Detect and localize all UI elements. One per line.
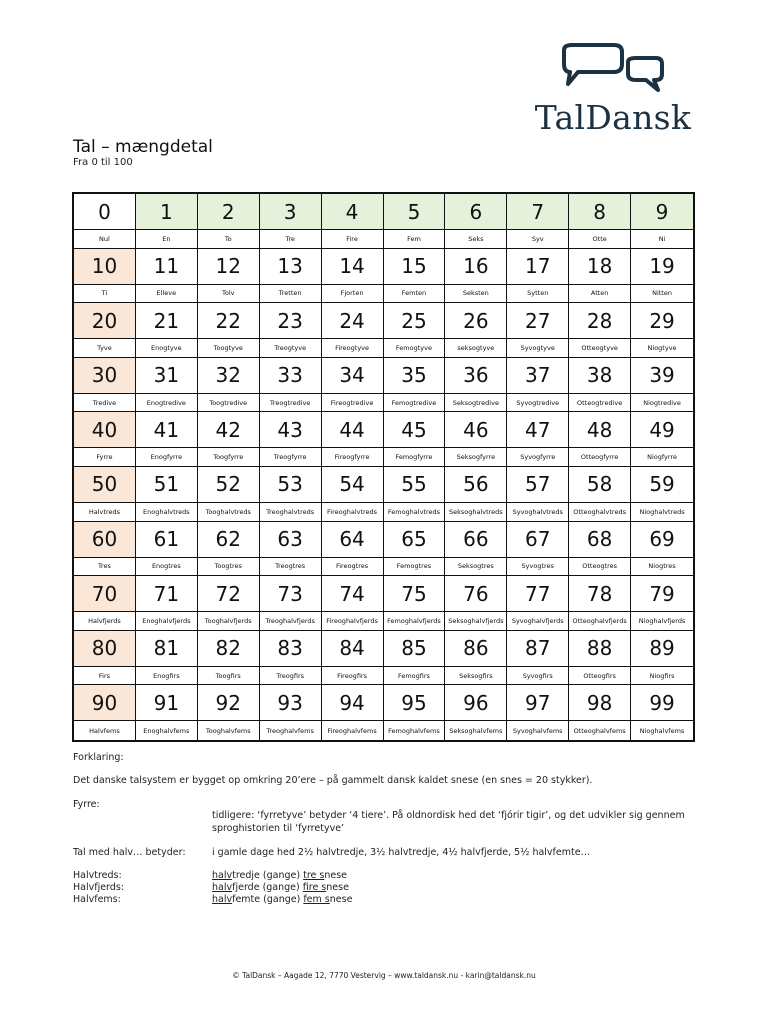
number-cell: 32 xyxy=(198,358,260,394)
number-cell: 74 xyxy=(322,576,384,612)
number-word-cell: Toogtyve xyxy=(198,339,260,358)
halv-label: Tal med halv… betyder: xyxy=(73,847,186,858)
number-cell: 49 xyxy=(631,412,693,448)
number-word-cell: Enogfirs xyxy=(136,667,198,686)
number-cell: 41 xyxy=(136,412,198,448)
number-word-cell: Atten xyxy=(569,285,631,304)
number-word-cell: Tolv xyxy=(198,285,260,304)
number-word-cell: Seksogtredive xyxy=(445,394,507,413)
number-word-cell: Nioghalvfjerds xyxy=(631,612,693,631)
number-word-cell: Nitten xyxy=(631,285,693,304)
number-cell: 71 xyxy=(136,576,198,612)
number-cell: 92 xyxy=(198,685,260,721)
number-cell: 26 xyxy=(445,303,507,339)
number-cell: 19 xyxy=(631,249,693,285)
number-cell: 18 xyxy=(569,249,631,285)
number-word-cell: Femogtredive xyxy=(384,394,446,413)
number-cell: 59 xyxy=(631,467,693,503)
number-word-cell: Syvogtyve xyxy=(507,339,569,358)
number-cell: 33 xyxy=(260,358,322,394)
number-cell: 54 xyxy=(322,467,384,503)
number-word-cell: Nul xyxy=(74,230,136,249)
number-word-cell: Fjorten xyxy=(322,285,384,304)
number-cell: 12 xyxy=(198,249,260,285)
number-word-cell: Toogtres xyxy=(198,558,260,577)
number-cell: 13 xyxy=(260,249,322,285)
number-word-cell: Tooghalvtreds xyxy=(198,503,260,522)
number-word-cell: Ni xyxy=(631,230,693,249)
number-cell: 98 xyxy=(569,685,631,721)
number-word-cell: Seksoghalvfjerds xyxy=(445,612,507,631)
number-word-cell: Fireoghalvtreds xyxy=(322,503,384,522)
number-word-cell: Otteoghalvfjerds xyxy=(569,612,631,631)
number-cell: 53 xyxy=(260,467,322,503)
number-cell: 94 xyxy=(322,685,384,721)
number-word-cell: Fireogfyrre xyxy=(322,448,384,467)
number-word-cell: Seksogfyrre xyxy=(445,448,507,467)
number-word-cell: Nioghalvfems xyxy=(639,726,685,735)
number-cell: 2 xyxy=(198,194,260,230)
number-table xyxy=(72,192,695,742)
number-word-cell: Treogfyrre xyxy=(260,448,322,467)
number-cell: 17 xyxy=(507,249,569,285)
number-cell: 1 xyxy=(136,194,198,230)
number-cell: 66 xyxy=(445,522,507,558)
number-cell: 87 xyxy=(507,631,569,667)
number-word-cell: Syvoghalvfems xyxy=(507,721,569,740)
number-cell: 4 xyxy=(322,194,384,230)
number-word-cell: Fem xyxy=(384,230,446,249)
number-cell: 55 xyxy=(384,467,446,503)
number-cell: 48 xyxy=(569,412,631,448)
number-cell: 52 xyxy=(198,467,260,503)
number-word-cell: Niogtredive xyxy=(631,394,693,413)
number-word-cell: Sytten xyxy=(507,285,569,304)
number-word-cell: Otteogtres xyxy=(569,558,631,577)
number-cell: 45 xyxy=(384,412,446,448)
number-word-cell: Syvoghalvfjerds xyxy=(507,612,569,631)
halvtreds-explanation: halvtredje (gange) tre snese xyxy=(212,870,348,881)
number-word-cell: Otteogfyrre xyxy=(569,448,631,467)
number-cell: 79 xyxy=(631,576,693,612)
number-word-cell: Enoghalvfems xyxy=(136,721,198,740)
number-cell: 22 xyxy=(198,303,260,339)
number-word-cell: Femogfirs xyxy=(384,667,446,686)
halvfjerds-explanation: halvfjerde (gange) fire snese xyxy=(212,882,349,893)
number-cell: 61 xyxy=(136,522,198,558)
number-cell: 16 xyxy=(445,249,507,285)
number-cell: 23 xyxy=(260,303,322,339)
footer: © TalDansk – Aagade 12, 7770 Vestervig – www.taldansk.nu - karin@taldansk.nu xyxy=(232,971,536,980)
number-cell: 72 xyxy=(198,576,260,612)
number-cell: 77 xyxy=(507,576,569,612)
number-cell: 95 xyxy=(384,685,446,721)
number-word-cell: Femogtres xyxy=(384,558,446,577)
number-word-cell: Toogfirs xyxy=(198,667,260,686)
number-cell: 8 xyxy=(569,194,631,230)
number-word-cell: Fireogtyve xyxy=(322,339,384,358)
number-word-cell: Femoghalvfjerds xyxy=(384,612,446,631)
notes-heading: Forklaring: xyxy=(73,752,124,763)
number-cell: 64 xyxy=(322,522,384,558)
number-cell: 82 xyxy=(198,631,260,667)
number-cell: 3 xyxy=(260,194,322,230)
number-cell: 24 xyxy=(322,303,384,339)
number-word-cell: Niogtyve xyxy=(631,339,693,358)
number-word-cell: Tre xyxy=(260,230,322,249)
number-word-cell: To xyxy=(198,230,260,249)
number-word-cell: Firs xyxy=(74,667,136,686)
number-cell: 88 xyxy=(569,631,631,667)
number-cell: 14 xyxy=(322,249,384,285)
number-word-cell: Halvfjerds xyxy=(74,612,136,631)
number-word-cell: Toogtredive xyxy=(198,394,260,413)
logo xyxy=(528,40,698,140)
number-cell: 84 xyxy=(322,631,384,667)
number-word-cell: Otte xyxy=(569,230,631,249)
fyrre-label: Fyrre: xyxy=(73,799,100,810)
number-word-cell: Otteogtyve xyxy=(569,339,631,358)
number-word-cell: seksogtyve xyxy=(445,339,507,358)
number-word-cell: Tretten xyxy=(260,285,322,304)
number-word-cell: Femten xyxy=(384,285,446,304)
number-word-cell: Otteoghalvfems xyxy=(569,721,631,740)
number-cell: 81 xyxy=(136,631,198,667)
number-word-cell: Treoghalvfjerds xyxy=(260,612,322,631)
number-word-cell: Treogtres xyxy=(260,558,322,577)
number-cell: 6 xyxy=(445,194,507,230)
number-word-cell: Syvogtres xyxy=(507,558,569,577)
number-cell: 5 xyxy=(384,194,446,230)
number-word-cell: Fire xyxy=(322,230,384,249)
number-word-cell: Seksten xyxy=(445,285,507,304)
number-word-cell: Fireogtres xyxy=(322,558,384,577)
number-word-cell: Syvoghalvtreds xyxy=(507,503,569,522)
number-cell: 39 xyxy=(631,358,693,394)
number-cell: 37 xyxy=(507,358,569,394)
number-cell: 76 xyxy=(445,576,507,612)
number-word-cell: Tooghalvfjerds xyxy=(198,612,260,631)
number-word-cell: Syvogtredive xyxy=(507,394,569,413)
number-cell: 50 xyxy=(74,467,136,503)
number-cell: 43 xyxy=(260,412,322,448)
number-cell: 51 xyxy=(136,467,198,503)
number-word-cell: Tres xyxy=(74,558,136,577)
number-cell: 27 xyxy=(507,303,569,339)
number-cell: 83 xyxy=(260,631,322,667)
number-cell: 62 xyxy=(198,522,260,558)
number-cell: 44 xyxy=(322,412,384,448)
number-cell: 21 xyxy=(136,303,198,339)
number-cell: 96 xyxy=(445,685,507,721)
number-word-cell: Otteogfirs xyxy=(569,667,631,686)
number-cell: 38 xyxy=(569,358,631,394)
number-word-cell: Niogfyrre xyxy=(631,448,693,467)
page-subtitle: Fra 0 til 100 xyxy=(73,157,133,168)
number-cell: 65 xyxy=(384,522,446,558)
number-cell: 10 xyxy=(74,249,136,285)
number-word-cell: Syv xyxy=(507,230,569,249)
halv-text: i gamle dage hed 2½ halvtredje, 3½ halvtredje, 4½ halvfjerde, 5½ halvfemte… xyxy=(212,847,591,858)
number-word-cell: Femoghalvtreds xyxy=(384,503,446,522)
number-word-cell: Otteoghalvtreds xyxy=(569,503,631,522)
number-cell: 60 xyxy=(74,522,136,558)
number-cell: 42 xyxy=(198,412,260,448)
number-cell: 73 xyxy=(260,576,322,612)
number-cell: 7 xyxy=(507,194,569,230)
number-word-cell: Tooghalvfems xyxy=(198,721,260,740)
number-word-cell: Enoghalvtreds xyxy=(136,503,198,522)
number-word-cell: Niogfirs xyxy=(631,667,693,686)
number-word-cell: Toogfyrre xyxy=(198,448,260,467)
number-cell: 25 xyxy=(384,303,446,339)
halvfems-label: Halvfems: xyxy=(73,894,121,905)
number-word-cell: Enogtres xyxy=(136,558,198,577)
number-word-cell: Seksoghalvtreds xyxy=(445,503,507,522)
number-word-cell: Enogtredive xyxy=(136,394,198,413)
number-cell: 36 xyxy=(445,358,507,394)
number-cell: 70 xyxy=(74,576,136,612)
number-word-cell: Elleve xyxy=(136,285,198,304)
number-word-cell: Treogtyve xyxy=(260,339,322,358)
number-word-cell: Otteogtredive xyxy=(569,394,631,413)
number-cell: 67 xyxy=(507,522,569,558)
number-word-cell: Seksoghalvfems xyxy=(445,721,507,740)
number-word-cell: Treogfirs xyxy=(260,667,322,686)
number-cell: 40 xyxy=(74,412,136,448)
number-word-cell: Nioghalvtreds xyxy=(631,503,693,522)
notes-intro: Det danske talsystem er bygget op omkring 20’ere – på gammelt dansk kaldet snese (en snes = 20 stykker). xyxy=(73,775,593,786)
number-cell: 91 xyxy=(136,685,198,721)
number-cell: 99 xyxy=(631,685,693,721)
halvfems-explanation: halvfemte (gange) fem snese xyxy=(212,894,353,905)
number-cell: 30 xyxy=(74,358,136,394)
number-word-cell: Treoghalvfems xyxy=(260,721,322,740)
number-cell: 86 xyxy=(445,631,507,667)
number-cell: 68 xyxy=(569,522,631,558)
number-cell: 28 xyxy=(569,303,631,339)
number-word-cell: Syvogfyrre xyxy=(507,448,569,467)
number-cell: 75 xyxy=(384,576,446,612)
number-word-cell: Fyrre xyxy=(74,448,136,467)
number-cell: 35 xyxy=(384,358,446,394)
speech-bubbles-icon xyxy=(556,42,666,98)
number-word-cell: Femogtyve xyxy=(384,339,446,358)
number-word-cell: Seksogtres xyxy=(445,558,507,577)
number-cell: 46 xyxy=(445,412,507,448)
number-cell: 69 xyxy=(631,522,693,558)
number-word-cell: Seksogfirs xyxy=(445,667,507,686)
number-cell: 90 xyxy=(74,685,136,721)
number-cell: 58 xyxy=(569,467,631,503)
number-word-cell: Fireoghalvfjerds xyxy=(322,612,384,631)
number-cell: 31 xyxy=(136,358,198,394)
number-cell: 93 xyxy=(260,685,322,721)
number-cell: 97 xyxy=(507,685,569,721)
number-word-cell: Tredive xyxy=(74,394,136,413)
number-word-cell: Femogfyrre xyxy=(384,448,446,467)
number-word-cell: Ti xyxy=(74,285,136,304)
number-word-cell: Femoghalvfems xyxy=(384,721,446,740)
number-word-cell: Niogtres xyxy=(631,558,693,577)
fyrre-text-2: sproghistorien til ‘fyrretyve’ xyxy=(212,823,345,834)
number-cell: 20 xyxy=(74,303,136,339)
brand-name: TalDansk xyxy=(534,98,692,137)
number-word-cell: En xyxy=(136,230,198,249)
number-word-cell: Treogtredive xyxy=(260,394,322,413)
number-cell: 85 xyxy=(384,631,446,667)
page-title: Tal – mængdetal xyxy=(73,137,213,157)
number-cell: 15 xyxy=(384,249,446,285)
number-word-cell: Fireogtredive xyxy=(322,394,384,413)
number-word-cell: Halvfems xyxy=(74,721,136,740)
number-cell: 57 xyxy=(507,467,569,503)
number-word-cell: Treoghalvtreds xyxy=(260,503,322,522)
number-word-cell: Tyve xyxy=(74,339,136,358)
number-cell: 11 xyxy=(136,249,198,285)
number-cell: 80 xyxy=(74,631,136,667)
number-word-cell: Seks xyxy=(445,230,507,249)
number-cell: 56 xyxy=(445,467,507,503)
number-word-cell: Halvtreds xyxy=(74,503,136,522)
number-cell: 0 xyxy=(74,194,136,230)
number-cell: 34 xyxy=(322,358,384,394)
number-cell: 89 xyxy=(631,631,693,667)
number-cell: 78 xyxy=(569,576,631,612)
number-word-cell: Syvogfirs xyxy=(507,667,569,686)
number-word-cell: Enogfyrre xyxy=(136,448,198,467)
number-cell: 63 xyxy=(260,522,322,558)
number-cell: 9 xyxy=(631,194,693,230)
halvfjerds-label: Halvfjerds: xyxy=(73,882,124,893)
number-word-cell: Enogtyve xyxy=(136,339,198,358)
number-word-cell: Enoghalvfjerds xyxy=(136,612,198,631)
number-word-cell: Fireoghalvfems xyxy=(322,721,384,740)
fyrre-text-1: tidligere: ‘fyrretyve’ betyder ‘4 tiere’. På oldnordisk hed det ‘fjórir tigir’, og det udvikler sig gennem xyxy=(212,810,685,821)
number-cell: 29 xyxy=(631,303,693,339)
halvtreds-label: Halvtreds: xyxy=(73,870,122,881)
number-cell: 47 xyxy=(507,412,569,448)
number-word-cell: Fireogfirs xyxy=(322,667,384,686)
